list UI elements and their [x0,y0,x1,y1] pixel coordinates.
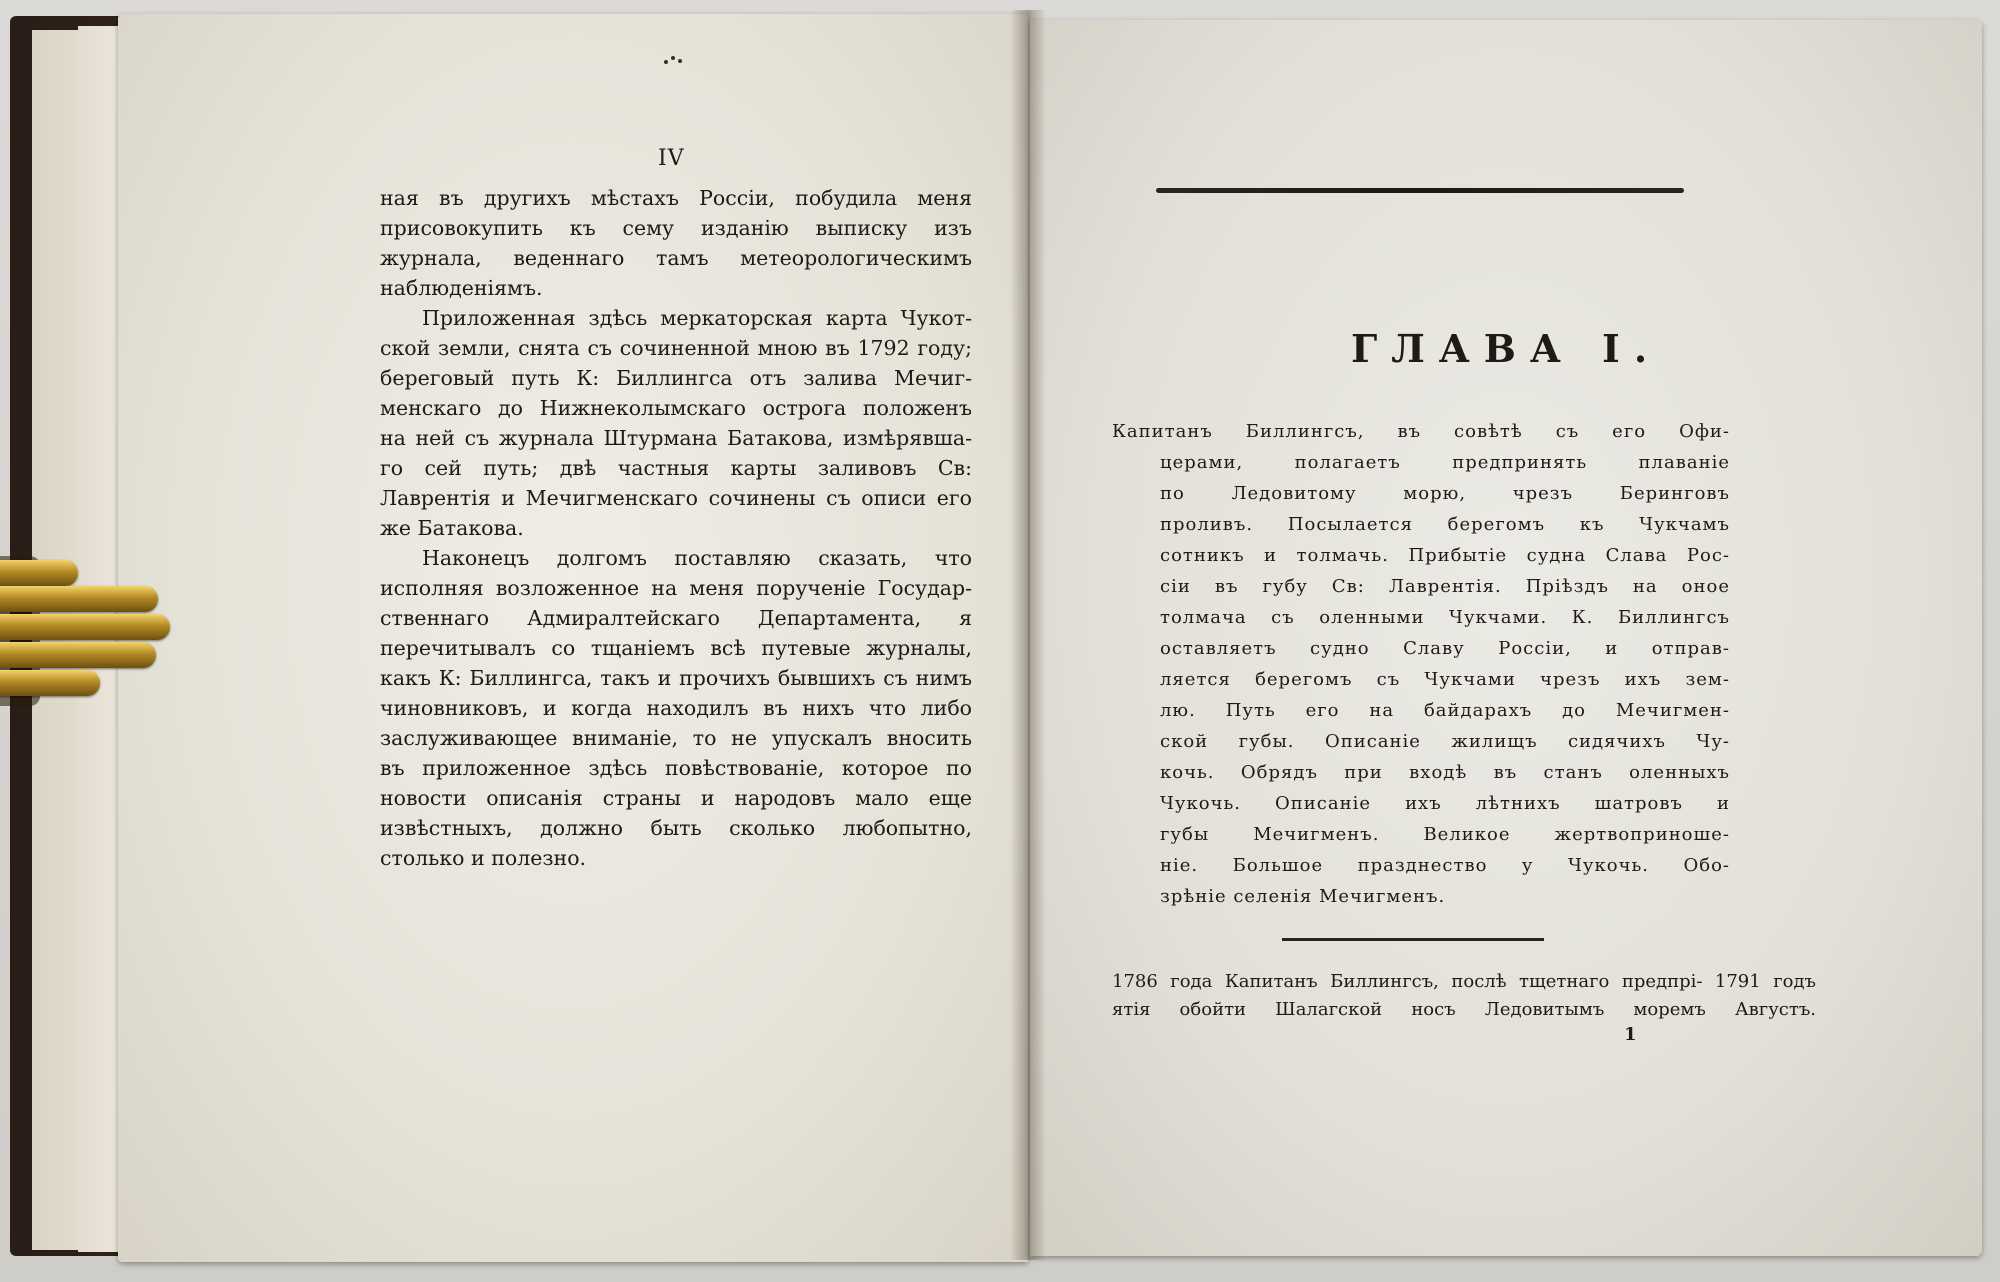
body-text-line: ятія обойти Шалагской носъ Ледовитымъ моремъ Августъ. [1112,999,1816,1020]
chapter-summary-line: оставляетъ судно Славу Россіи, и отправ- [1160,638,1730,659]
signature-mark: 1 [1624,1024,1637,1045]
left-text-line: Приложенная здѣсь меркаторская карта Чукот- [422,306,972,330]
body-text-line: 1786 года Капитанъ Биллингсъ, послѣ тщетнаго предпрі- 1791 годъ [1112,971,1816,992]
chapter-summary-line: церами, полагаетъ предпринять плаваніе [1160,452,1730,473]
left-text-line: столько и полезно. [380,846,587,870]
left-text-line: же Батакова. [380,516,524,540]
left-text-line: ственнаго Адмиралтейскаго Департамента, я [380,606,972,630]
left-text-line: береговый путь К: Биллингса отъ залива Мечиг- [380,366,972,390]
ink-specks [664,56,686,66]
chapter-summary-line: зрѣніе селенія Мечигменъ. [1160,886,1446,907]
left-text-line: заслуживающее вниманіе, то не упускалъ вносить [380,726,972,750]
left-text-line: ная въ другихъ мѣстахъ Россіи, побудила меня [380,186,972,210]
chapter-summary-line: Капитанъ Биллингсъ, въ совѣтѣ съ его Офи- [1112,421,1730,442]
chapter-summary-line: по Ледовитому морю, чрезъ Беринговъ [1160,483,1730,504]
left-text-line: ской земли, снята съ сочиненной мною въ 1792 году; [380,336,972,360]
left-text-line: наблюденіямъ. [380,276,543,300]
chapter-summary-line: ніе. Большое празднество у Чукочь. Обо- [1160,855,1730,876]
chapter-summary-line: толмача съ оленными Чукчами. К. Биллингсъ [1160,607,1730,628]
left-text-line: менскаго до Нижнеколымскаго острога положенъ [380,396,972,420]
chapter-summary-line: сотникъ и толмачь. Прибытіе судна Слава Рос- [1160,545,1730,566]
book-gutter [1010,10,1046,1260]
left-text-line: журнала, веденнаго тамъ метеорологическимъ [380,246,972,270]
left-text-line: извѣстныхъ, должно быть сколько любопытно, [380,816,972,840]
chapter-summary-line: Чукочь. Описаніе ихъ лѣтнихъ шатровъ и [1160,793,1730,814]
chapter-title: ГЛАВА I. [1350,326,1662,371]
chapter-summary-line: проливъ. Посылается берегомъ къ Чукчамъ [1160,514,1730,535]
chapter-summary-line: губы Мечигменъ. Великое жертвоприноше- [1160,824,1730,845]
left-text-line: какъ К: Биллингса, такъ и прочихъ бывшихъ съ нимъ [380,666,972,690]
bottom-rule [1282,938,1544,941]
top-rule [1156,188,1684,193]
left-text-line: присовокупить къ сему изданію выписку изъ [380,216,972,240]
chapter-summary-line: ской губы. Описаніе жилищъ сидячихъ Чу- [1160,731,1730,752]
chapter-summary-line: кочь. Обрядъ при входѣ въ станъ оленныхъ [1160,762,1730,783]
left-text-line: Наконецъ долгомъ поставляю сказать, что [422,546,972,570]
left-text-line: Лаврентія и Мечигменскаго сочинены съ описи его [380,486,972,510]
chapter-summary-line: сіи въ губу Св: Лаврентія. Пріѣздъ на оное [1160,576,1730,597]
left-text-line: исполняя возложенное на меня порученіе Государ- [380,576,972,600]
left-text-line: чиновниковъ, и когда находилъ въ нихъ что либо [380,696,972,720]
left-text-line: въ приложенное здѣсь повѣствованіе, которое по [380,756,972,780]
left-page-number: IV [658,146,685,171]
chapter-summary-line: ляется берегомъ съ Чукчами чрезъ ихъ зем- [1160,669,1730,690]
page-clip [0,556,175,706]
left-text-line: го сей путь; двѣ частныя карты заливовъ Св: [380,456,972,480]
left-text-line: перечитывалъ со тщаніемъ всѣ путевые журналы, [380,636,972,660]
chapter-summary-line: лю. Путь его на байдарахъ до Мечигмен- [1160,700,1730,721]
left-text-line: на ней съ журнала Штурмана Батакова, измѣрявша- [380,426,972,450]
left-text-line: новости описанія страны и народовъ мало еще [380,786,972,810]
